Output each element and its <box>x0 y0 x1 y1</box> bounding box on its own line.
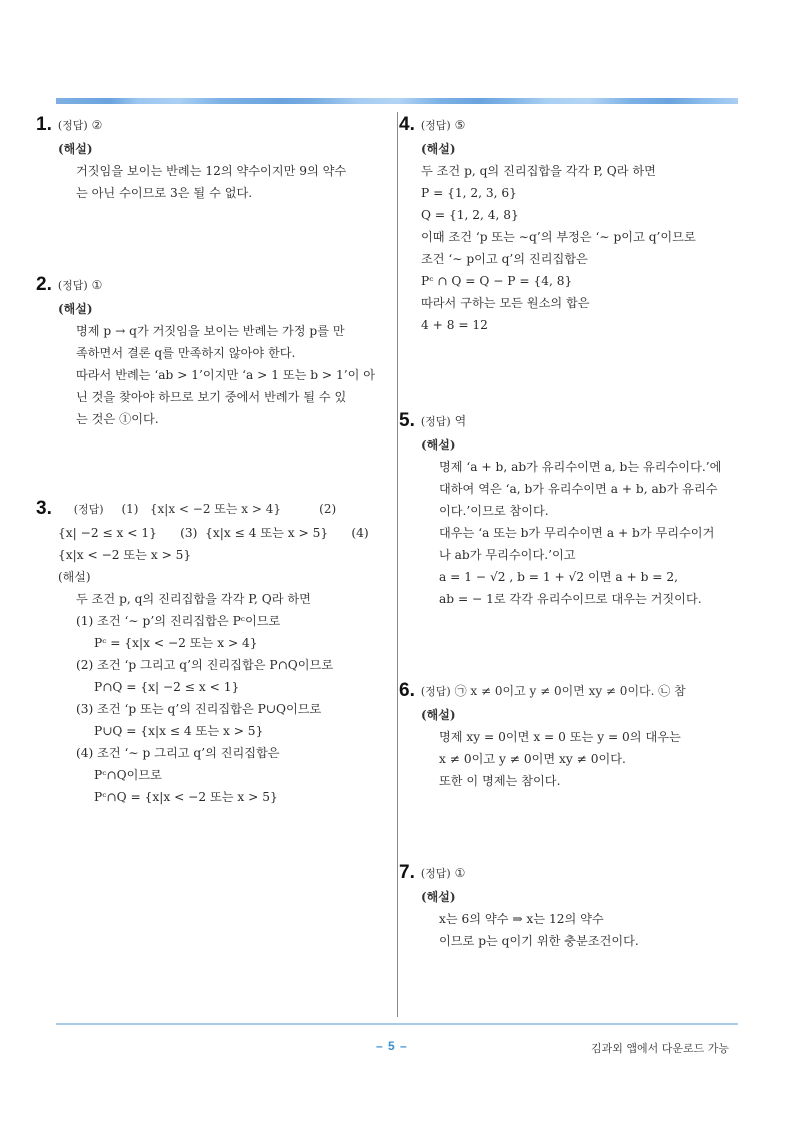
answer-row <box>399 112 744 138</box>
solution-label: (해설) <box>421 438 456 452</box>
problem-number: 7. <box>399 862 415 883</box>
solution-line: x ≠ 0이고 y ≠ 0이면 xy ≠ 0이다. <box>439 752 626 766</box>
problem-number: 2. <box>36 274 52 295</box>
solution-line: 명제 ‘a + b, ab가 유리수이면 a, b는 유리수이다.’에 <box>439 460 722 474</box>
answer-row <box>399 408 744 434</box>
answer-row <box>36 496 381 522</box>
answer-value: ⑤ <box>454 118 466 132</box>
answer-row <box>399 860 744 886</box>
answer-label: (정답) <box>420 119 451 132</box>
problem-number: 1. <box>36 114 52 135</box>
footer-divider <box>56 1023 738 1025</box>
solution-line: 는 아닌 수이므로 3은 될 수 없다. <box>76 186 253 200</box>
solution-line: 나 ab가 무리수이다.’이고 <box>439 548 576 562</box>
solution-line: 4 + 8 = 12 <box>421 318 488 332</box>
solution-line: 두 조건 p, q의 진리집합을 각각 P, Q라 하면 <box>421 164 656 178</box>
solution-label: (해설) <box>58 302 93 316</box>
solution-label: (해설) <box>58 142 93 156</box>
solution-line: 이므로 p는 q이기 위한 충분조건이다. <box>439 934 639 948</box>
problem-number: 5. <box>399 410 415 431</box>
step-label: (2) 조건 ‘p 그리고 q’의 진리집합은 P∩Q이므로 <box>76 658 334 672</box>
answer-label: (정답) <box>57 279 88 292</box>
step-label: (1) 조건 ‘∼ p’의 진리집합은 Pᶜ이므로 <box>76 614 281 628</box>
answer-label: (정답) <box>57 119 88 132</box>
solution-line: 이다.’이므로 참이다. <box>439 504 549 518</box>
answer-value: ① <box>91 278 103 292</box>
problem-5 <box>399 408 744 610</box>
solution-line: 조건 ‘∼ p이고 q’의 진리집합은 <box>421 252 588 266</box>
answer-row <box>36 272 381 298</box>
solution-label: (해설) <box>421 890 456 904</box>
problem-3 <box>36 496 381 808</box>
problem-2 <box>36 272 381 430</box>
solution-line: 대우는 ‘a 또는 b가 무리수이면 a + b가 무리수이거 <box>439 526 715 540</box>
solution-line: x는 6의 약수 ⇒ x는 12의 약수 <box>439 912 604 926</box>
header-decorative-bar <box>56 98 738 104</box>
solution-line: 닌 것을 찾아야 하므로 보기 중에서 반례가 될 수 있 <box>76 390 347 404</box>
solution-label: (해설) <box>58 570 91 584</box>
answer-value: ① <box>454 866 466 880</box>
answer-value: ② <box>91 118 103 132</box>
answer-row <box>36 112 381 138</box>
footer-note: 김과외 앱에서 다운로드 가능 <box>590 1042 729 1055</box>
problem-number: 3. <box>36 498 52 519</box>
solution-line: Pᶜ ∩ Q = Q − P = {4, 8} <box>421 274 573 288</box>
solution-line: 또한 이 명제는 참이다. <box>439 774 561 788</box>
problem-1 <box>36 112 381 204</box>
solution-line: Q = {1, 2, 4, 8} <box>421 208 519 222</box>
solution-line: a = 1 − √2 , b = 1 + √2 이면 a + b = 2, <box>439 570 678 584</box>
step-result: Pᶜ∩Q = {x|x < −2 또는 x > 5} <box>94 790 278 804</box>
solution-line: 명제 p → q가 거짓임을 보이는 반례는 가정 p를 만 <box>76 324 345 338</box>
answer-value: ㉠ x ≠ 0이고 y ≠ 0이면 xy ≠ 0이다. ㉡ 참 <box>454 684 686 698</box>
problem-number: 4. <box>399 114 415 135</box>
problem-4 <box>399 112 744 336</box>
solution-line: 거짓임을 보이는 반례는 12의 약수이지만 9의 약수 <box>76 164 347 178</box>
answer-continuation: {x|x < −2 또는 x > 5} <box>58 548 192 562</box>
step-result: P∪Q = {x|x ≤ 4 또는 x > 5} <box>94 724 264 738</box>
column-divider <box>397 112 398 1017</box>
page-number: – 5 – <box>376 1039 408 1053</box>
step-mid: Pᶜ∩Q이므로 <box>94 768 162 782</box>
answer-continuation: {x| −2 ≤ x < 1} (3) {x|x ≤ 4 또는 x > 5} (4) <box>58 526 369 540</box>
solution-line: P = {1, 2, 3, 6} <box>421 186 517 200</box>
solution-label: (해설) <box>421 142 456 156</box>
solution-line: 따라서 구하는 모든 원소의 합은 <box>421 296 590 310</box>
answer-value: (1) {x|x < −2 또는 x > 4} (2) <box>121 502 337 516</box>
solution-line: 대하여 역은 ‘a, b가 유리수이면 a + b, ab가 유리수 <box>439 482 718 496</box>
answer-label: (정답) <box>420 867 451 880</box>
solution-line: 따라서 반례는 ‘ab > 1’이지만 ‘a > 1 또는 b > 1’이 아 <box>76 368 376 382</box>
solution-line: 이때 조건 ‘p 또는 ∼q’의 부정은 ‘∼ p이고 q’이므로 <box>421 230 696 244</box>
problem-7 <box>399 860 744 952</box>
solution-line: ab = − 1로 각각 유리수이므로 대우는 거짓이다. <box>439 592 702 606</box>
answer-label: (정답) <box>420 685 451 698</box>
solution-line: 명제 xy = 0이면 x = 0 또는 y = 0의 대우는 <box>439 730 681 744</box>
answer-row <box>399 678 744 704</box>
step-result: P∩Q = {x| −2 ≤ x < 1} <box>94 680 240 694</box>
solution-line: 족하면서 결론 q를 만족하지 않아야 한다. <box>76 346 296 360</box>
answer-label: (정답) <box>73 503 104 516</box>
answer-label: (정답) <box>420 415 451 428</box>
solution-line: 는 것은 ①이다. <box>76 412 159 426</box>
step-result: Pᶜ = {x|x < −2 또는 x > 4} <box>94 636 258 650</box>
problem-6 <box>399 678 744 792</box>
solution-label: (해설) <box>421 708 456 722</box>
step-label: (3) 조건 ‘p 또는 q’의 진리집합은 P∪Q이므로 <box>76 702 322 716</box>
step-label: (4) 조건 ‘∼ p 그리고 q’의 진리집합은 <box>76 746 280 760</box>
answer-value: 역 <box>454 414 467 428</box>
problem-number: 6. <box>399 680 415 701</box>
solution-intro: 두 조건 p, q의 진리집합을 각각 P, Q라 하면 <box>76 592 311 606</box>
